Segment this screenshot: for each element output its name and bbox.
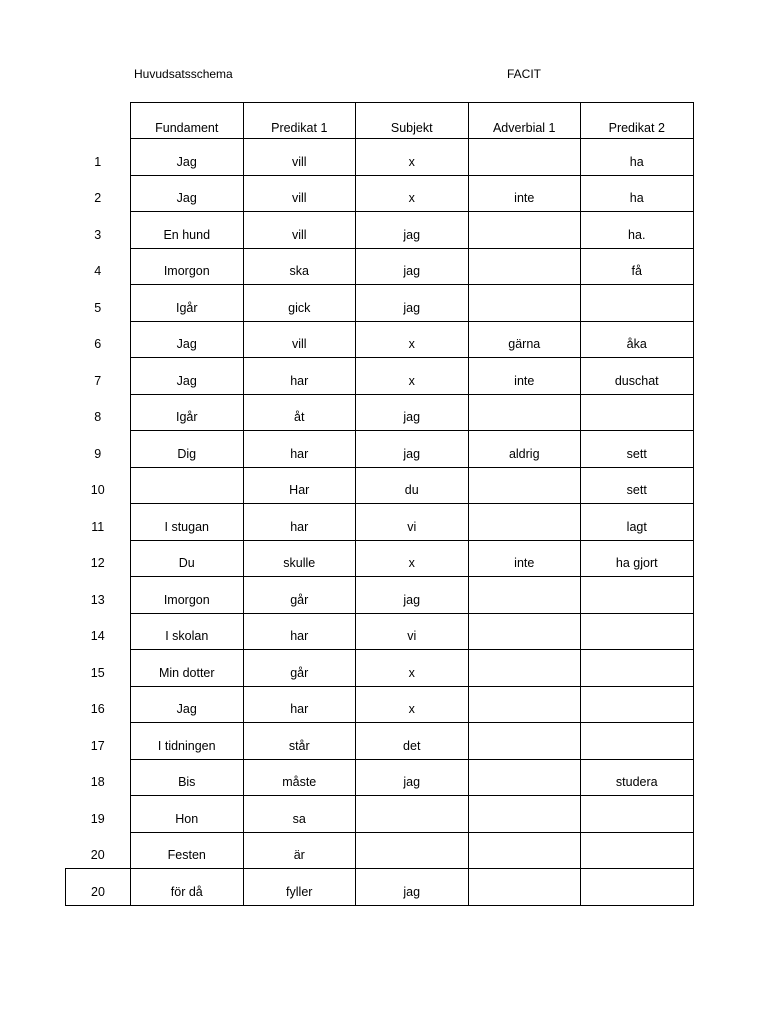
table-row: [66, 796, 694, 833]
table-cell: ska: [243, 248, 356, 285]
table-cell: ha gjort: [581, 540, 694, 577]
table-row: [66, 504, 694, 541]
table-cell: jag: [356, 431, 469, 468]
row-number: 17: [66, 723, 131, 760]
row-number: 6: [66, 321, 131, 358]
table-cell: har: [243, 613, 356, 650]
table-cell: x: [356, 358, 469, 395]
column-header: Subjekt: [356, 103, 469, 139]
table-cell: lagt: [581, 504, 694, 541]
table-cell: Du: [131, 540, 244, 577]
table-cell: vill: [243, 212, 356, 249]
table-cell: [468, 686, 581, 723]
table-cell: [468, 212, 581, 249]
row-number: 18: [66, 759, 131, 796]
table-cell: fyller: [243, 869, 356, 906]
row-number: 7: [66, 358, 131, 395]
table-cell: [468, 504, 581, 541]
table-cell: Har: [243, 467, 356, 504]
table-cell: I skolan: [131, 613, 244, 650]
table-cell: gick: [243, 285, 356, 322]
row-number: 3: [66, 212, 131, 249]
table-row: [66, 175, 694, 212]
table-cell: går: [243, 577, 356, 614]
table-cell: Jag: [131, 175, 244, 212]
table-cell: aldrig: [468, 431, 581, 468]
row-number: 15: [66, 650, 131, 687]
column-header: Fundament: [131, 103, 244, 139]
table-cell: [468, 650, 581, 687]
table-cell: Jag: [131, 358, 244, 395]
table-cell: Jag: [131, 321, 244, 358]
table-cell: [581, 686, 694, 723]
table-cell: Igår: [131, 394, 244, 431]
row-number: 4: [66, 248, 131, 285]
table-cell: [581, 394, 694, 431]
table-cell: I tidningen: [131, 723, 244, 760]
row-number: 1: [66, 139, 131, 176]
table-row: [66, 248, 694, 285]
table-cell: för då: [131, 869, 244, 906]
table-cell: har: [243, 504, 356, 541]
table-row: [66, 285, 694, 322]
table-cell: det: [356, 723, 469, 760]
table-row: [66, 686, 694, 723]
table-cell: x: [356, 540, 469, 577]
table-cell: x: [356, 321, 469, 358]
table-row: [66, 394, 694, 431]
table-row: [66, 650, 694, 687]
table-cell: x: [356, 686, 469, 723]
table-cell: jag: [356, 285, 469, 322]
table-cell: jag: [356, 212, 469, 249]
column-header: Adverbial 1: [468, 103, 581, 139]
table-cell: ha.: [581, 212, 694, 249]
table-cell: ha: [581, 175, 694, 212]
table-cell: ha: [581, 139, 694, 176]
table-row: [66, 613, 694, 650]
table-row: [66, 832, 694, 869]
table-cell: skulle: [243, 540, 356, 577]
table-cell: åt: [243, 394, 356, 431]
table-cell: [581, 613, 694, 650]
column-header: Predikat 2: [581, 103, 694, 139]
table-cell: [581, 796, 694, 833]
table-cell: jag: [356, 577, 469, 614]
document-title: Huvudsatsschema: [134, 67, 233, 81]
table-cell: [581, 650, 694, 687]
table-cell: [468, 759, 581, 796]
table-row: [66, 540, 694, 577]
table-row: [66, 212, 694, 249]
facit-label: FACIT: [507, 67, 542, 81]
table-cell: [468, 869, 581, 906]
table-cell: har: [243, 686, 356, 723]
table-cell: x: [356, 650, 469, 687]
row-number: 5: [66, 285, 131, 322]
table-cell: Bis: [131, 759, 244, 796]
row-number: 19: [66, 796, 131, 833]
row-number: 16: [66, 686, 131, 723]
table-cell: En hund: [131, 212, 244, 249]
row-number: 12: [66, 540, 131, 577]
table-cell: [468, 723, 581, 760]
table-cell: sa: [243, 796, 356, 833]
table-cell: Imorgon: [131, 577, 244, 614]
column-header: Predikat 1: [243, 103, 356, 139]
table-cell: har: [243, 358, 356, 395]
table-cell: sett: [581, 431, 694, 468]
table-row: [66, 431, 694, 468]
table-cell: [356, 832, 469, 869]
header-corner: [66, 103, 131, 139]
table-cell: [468, 394, 581, 431]
table-cell: [581, 285, 694, 322]
table-cell: [581, 869, 694, 906]
table-cell: jag: [356, 394, 469, 431]
table-cell: går: [243, 650, 356, 687]
table-cell: [468, 832, 581, 869]
table-row: [66, 759, 694, 796]
row-number: 10: [66, 467, 131, 504]
row-number: 2: [66, 175, 131, 212]
table-row: [66, 467, 694, 504]
table-cell: [468, 467, 581, 504]
table-cell: x: [356, 139, 469, 176]
table-cell: jag: [356, 759, 469, 796]
table-cell: duschat: [581, 358, 694, 395]
table-cell: studera: [581, 759, 694, 796]
table-cell: åka: [581, 321, 694, 358]
table-cell: måste: [243, 759, 356, 796]
table-cell: [581, 577, 694, 614]
table-cell: [468, 796, 581, 833]
table-cell: Jag: [131, 686, 244, 723]
row-number: 20: [66, 869, 131, 906]
table-cell: få: [581, 248, 694, 285]
table-cell: [468, 577, 581, 614]
table-row: [66, 869, 694, 906]
table-cell: Imorgon: [131, 248, 244, 285]
table-cell: Festen: [131, 832, 244, 869]
table-cell: inte: [468, 540, 581, 577]
row-number: 11: [66, 504, 131, 541]
table-cell: [581, 832, 694, 869]
table-row: [66, 139, 694, 176]
table-cell: vill: [243, 175, 356, 212]
table-cell: inte: [468, 175, 581, 212]
table-cell: vill: [243, 139, 356, 176]
table-cell: inte: [468, 358, 581, 395]
row-number: 14: [66, 613, 131, 650]
table-cell: [468, 248, 581, 285]
table-cell: är: [243, 832, 356, 869]
table-cell: sett: [581, 467, 694, 504]
table-cell: Igår: [131, 285, 244, 322]
table-cell: du: [356, 467, 469, 504]
table-cell: Jag: [131, 139, 244, 176]
table-row: [66, 321, 694, 358]
table-cell: Dig: [131, 431, 244, 468]
table-cell: [131, 467, 244, 504]
table-cell: vi: [356, 613, 469, 650]
table-cell: Min dotter: [131, 650, 244, 687]
row-number: 8: [66, 394, 131, 431]
table-row: [66, 723, 694, 760]
table-cell: jag: [356, 248, 469, 285]
table-cell: Hon: [131, 796, 244, 833]
table-cell: står: [243, 723, 356, 760]
table-row: [66, 577, 694, 614]
table-cell: I stugan: [131, 504, 244, 541]
table-cell: [356, 796, 469, 833]
table-cell: [468, 285, 581, 322]
table-cell: gärna: [468, 321, 581, 358]
table-cell: [468, 139, 581, 176]
table-cell: vill: [243, 321, 356, 358]
table-cell: x: [356, 175, 469, 212]
table-cell: jag: [356, 869, 469, 906]
row-number: 9: [66, 431, 131, 468]
table-cell: vi: [356, 504, 469, 541]
table-header-row: [66, 103, 694, 139]
table-row: [66, 358, 694, 395]
sentence-schema-table: [65, 102, 694, 906]
table-cell: har: [243, 431, 356, 468]
table-cell: [468, 613, 581, 650]
table-cell: [581, 723, 694, 760]
row-number: 20: [66, 832, 131, 869]
row-number: 13: [66, 577, 131, 614]
